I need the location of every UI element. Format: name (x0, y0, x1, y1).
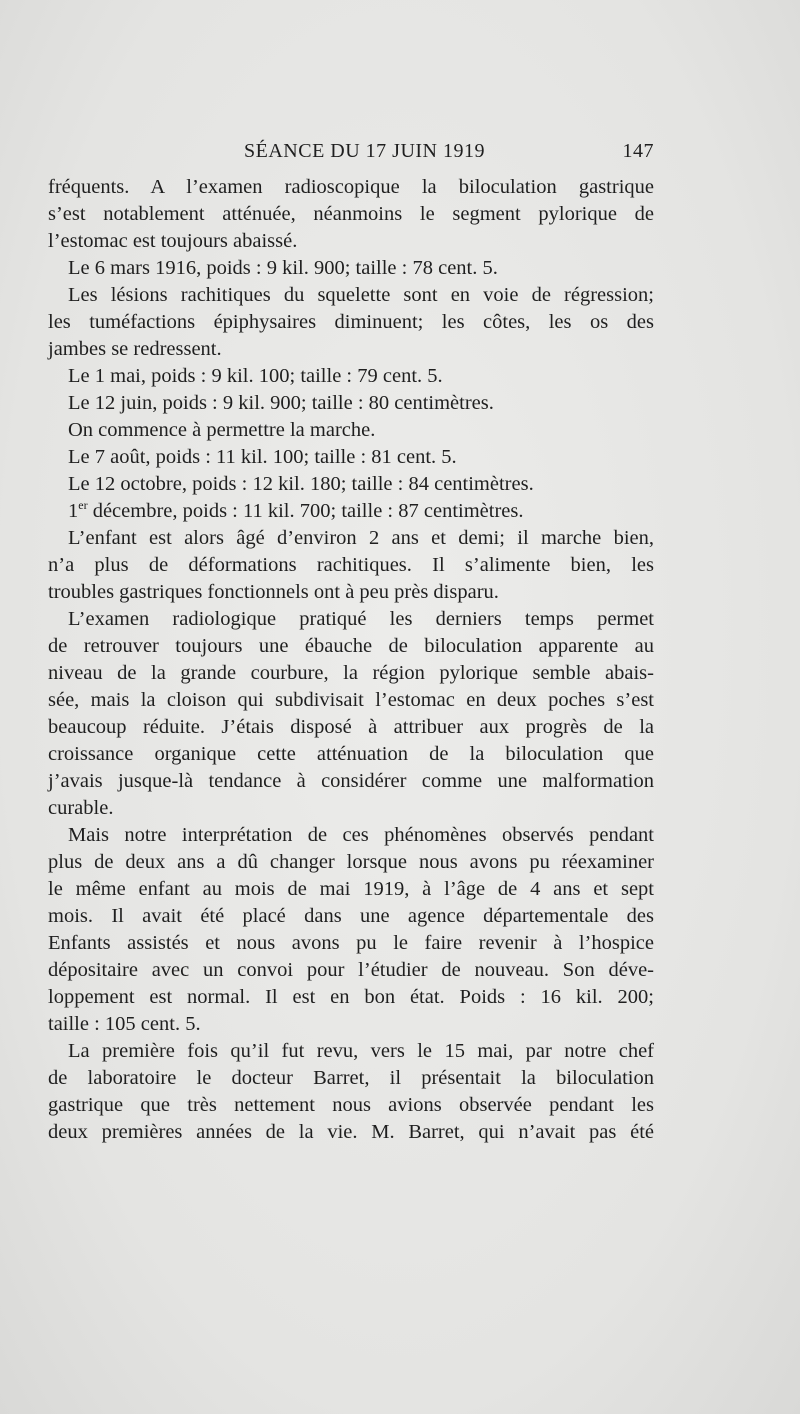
text-line: Enfants assistés et nous avons pu le faire revenir à l’hospice (48, 932, 654, 954)
text-line: de laboratoire le docteur Barret, il présentait la biloculation (48, 1067, 654, 1089)
text-line: n’a plus de déformations rachitiques. Il s’alimente bien, les (48, 554, 654, 576)
ordinal-line-text: décembre, poids : 11 kil. 700; taille : 87 centimètres. (92, 500, 524, 522)
text-line: Mais notre interprétation de ces phénomènes observés pendant (68, 824, 654, 846)
text-line: mois. Il avait été placé dans une agence départementale des (48, 905, 654, 927)
ordinal-suffix: er (78, 498, 88, 513)
text-line: taille : 105 cent. 5. (48, 1013, 201, 1035)
text-line: curable. (48, 797, 114, 819)
text-line: plus de deux ans a dû changer lorsque nous avons pu réexaminer (48, 851, 654, 873)
body-text (48, 174, 654, 1146)
text-line: s’est notablement atténuée, néanmoins le segment pylorique de (48, 203, 654, 225)
text-line: Le 6 mars 1916, poids : 9 kil. 900; taille : 78 cent. 5. (68, 257, 498, 279)
text-line: L’enfant est alors âgé d’environ 2 ans et demi; il marche bien, (68, 527, 654, 549)
text-line-ordinal (48, 498, 654, 525)
text-line: de retrouver toujours une ébauche de biloculation apparente au (48, 635, 654, 657)
text-line: j’avais jusque-là tendance à considérer comme une malformation (48, 770, 654, 792)
text-line: dépositaire avec un convoi pour l’étudier de nouveau. Son déve- (48, 959, 654, 981)
text-line: fréquents. A l’examen radioscopique la biloculation gastrique (48, 176, 654, 198)
text-line: Les lésions rachitiques du squelette sont en voie de régression; (68, 284, 654, 306)
text-line: On commence à permettre la marche. (68, 419, 376, 441)
text-line: troubles gastriques fonctionnels ont à peu près disparu. (48, 581, 499, 603)
text-line: jambes se redressent. (48, 338, 222, 360)
text-line: le même enfant au mois de mai 1919, à l’âge de 4 ans et sept (48, 878, 654, 900)
text-line: Le 7 août, poids : 11 kil. 100; taille : 81 cent. 5. (68, 446, 457, 468)
text-line: l’estomac est toujours abaissé. (48, 230, 298, 252)
text-line: sée, mais la cloison qui subdivisait l’estomac en deux poches s’est (48, 689, 654, 711)
page-number: 147 (622, 140, 654, 162)
page-header (48, 140, 654, 166)
text-line: niveau de la grande courbure, la région pylorique semble abais- (48, 662, 654, 684)
text-line: L’examen radiologique pratiqué les derniers temps permet (68, 608, 654, 630)
text-line: Le 1 mai, poids : 9 kil. 100; taille : 79 cent. 5. (68, 365, 443, 387)
ordinal-number: 1 (68, 500, 79, 522)
text-line: gastrique que très nettement nous avions observée pendant les (48, 1094, 654, 1116)
text-line: Le 12 octobre, poids : 12 kil. 180; taille : 84 centimètres. (68, 473, 534, 495)
text-line: les tuméfactions épiphysaires diminuent; les côtes, les os des (48, 311, 654, 333)
text-line: La première fois qu’il fut revu, vers le 15 mai, par notre chef (68, 1040, 654, 1062)
text-line: deux premières années de la vie. M. Barret, qui n’avait pas été (48, 1121, 654, 1143)
text-line: beaucoup réduite. J’étais disposé à attribuer aux progrès de la (48, 716, 654, 738)
text-line: loppement est normal. Il est en bon état. Poids : 16 kil. 200; (48, 986, 654, 1008)
running-title: SÉANCE DU 17 JUIN 1919 (244, 140, 485, 162)
text-line: Le 12 juin, poids : 9 kil. 900; taille : 80 centimètres. (68, 392, 494, 414)
text-line: croissance organique cette atténuation de la biloculation que (48, 743, 654, 765)
